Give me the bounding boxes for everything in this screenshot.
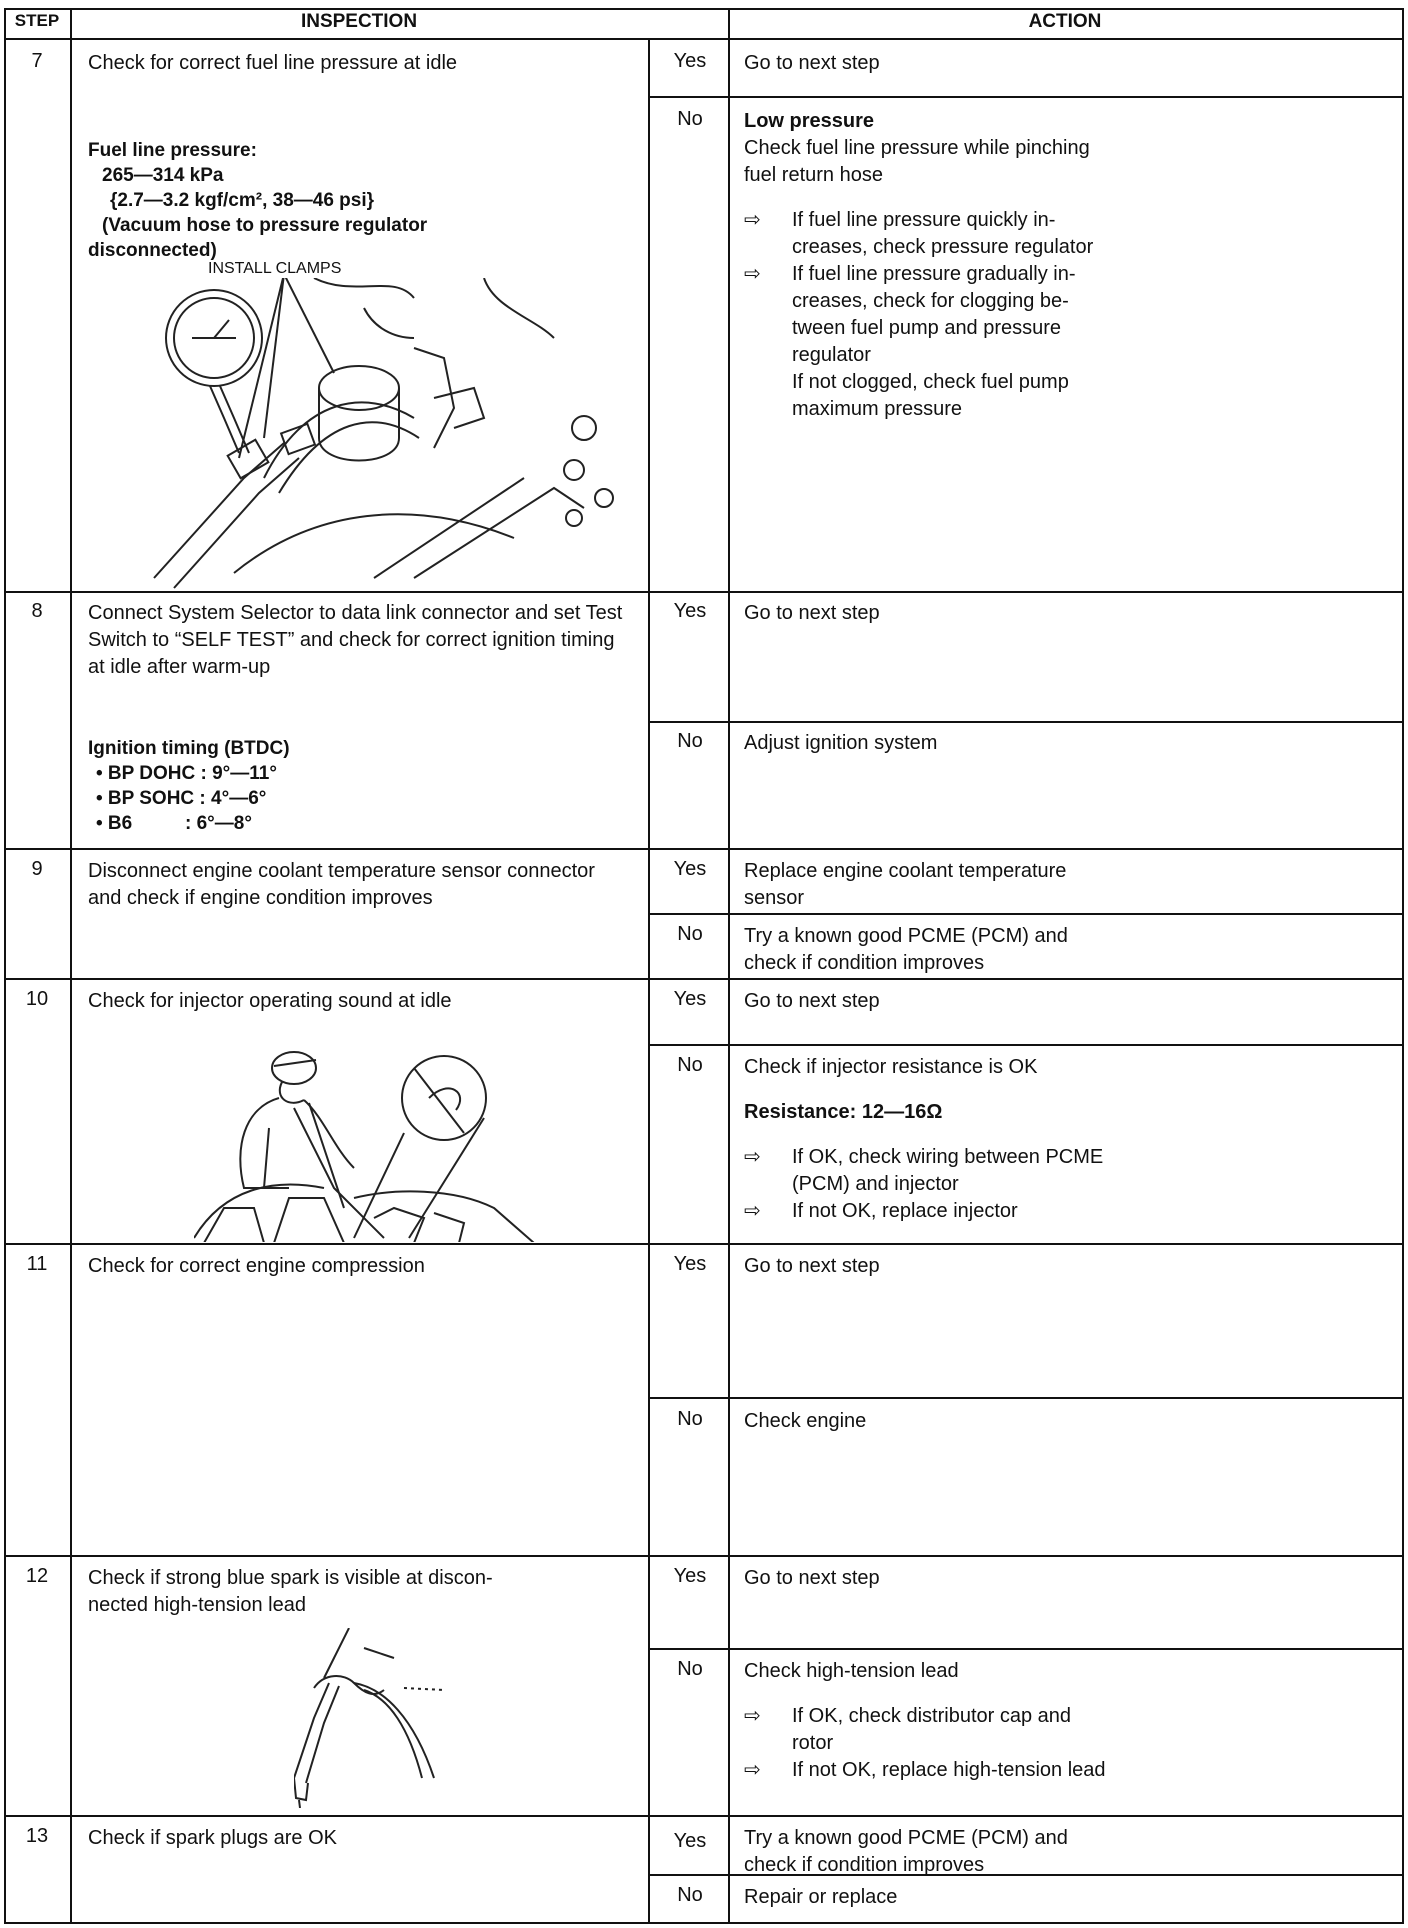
column-header-inspection: INSPECTION (300, 11, 418, 32)
yes-action: Try a known good PCME (PCM) and check if condition improves (744, 1827, 1068, 1876)
yes-action: Go to next step (744, 1255, 880, 1277)
arrow-right-icon: ⇨ (744, 1705, 761, 1727)
no-action-title: Low pressure (744, 110, 875, 132)
bullet-item: ⇨ If fuel line pressure quickly in- creases, check pressure regulator (744, 209, 1094, 258)
yes-label: Yes (673, 1830, 707, 1852)
spec-line: (Vacuum hose to pressure regulator (102, 215, 428, 236)
arrow-right-icon: ⇨ (744, 1759, 761, 1781)
step-number: 13 (25, 1825, 49, 1847)
no-action: Adjust ignition system (744, 732, 938, 754)
resistance-spec: Resistance: 12—16Ω (744, 1101, 943, 1123)
arrow-right-icon: ⇨ (744, 1200, 761, 1222)
spec-line: 265—314 kPa (102, 165, 224, 186)
no-action: Check engine (744, 1410, 867, 1432)
column-header-step: STEP (14, 11, 60, 30)
step-number: 9 (31, 858, 43, 880)
yes-action: Go to next step (744, 990, 880, 1012)
bullet-item: ⇨ If OK, check wiring between PCME (PCM) and injector (744, 1146, 1104, 1195)
yes-label: Yes (673, 1565, 707, 1587)
no-action: Repair or replace (744, 1886, 898, 1908)
inspection-table (4, 8, 1406, 1924)
step-number: 11 (26, 1253, 48, 1275)
spec-line: • BP DOHC : 9°—11° (96, 763, 277, 784)
no-label: No (677, 1658, 703, 1680)
bullet-item: ⇨ If OK, check distributor cap and rotor (744, 1705, 1072, 1754)
yes-label: Yes (673, 988, 707, 1010)
inspection-text: Check if spark plugs are OK (88, 1827, 337, 1849)
bullet-item: ⇨ If not OK, replace injector (744, 1198, 1384, 1225)
step-number: 12 (25, 1565, 49, 1587)
no-action-line: Check if injector resistance is OK (744, 1056, 1038, 1078)
spec-block (88, 138, 648, 263)
arrow-right-icon: ⇨ (744, 263, 761, 285)
step-number: 7 (31, 50, 43, 72)
inspection-text: Check for correct engine compression (88, 1255, 425, 1277)
arrow-right-icon: ⇨ (744, 1146, 761, 1168)
fuel-pressure-gauge-illustration (114, 278, 634, 590)
no-label: No (677, 1884, 703, 1906)
no-action (744, 1658, 1384, 1784)
spec-line: • B6 : 6°—8° (96, 813, 252, 834)
yes-action: Go to next step (744, 52, 880, 74)
no-action-line: Check fuel line pressure while pinching (744, 137, 1090, 159)
no-label: No (677, 1408, 703, 1430)
yes-action: Go to next step (744, 1567, 880, 1589)
step-number: 10 (25, 988, 49, 1010)
step-number: 8 (31, 600, 43, 622)
inspection-text: Check if strong blue spark is visible at discon- nected high-tension lead (88, 1567, 493, 1616)
spec-line: disconnected) (88, 240, 217, 261)
spec-title: Ignition timing (BTDC) (88, 738, 290, 759)
no-action-line: fuel return hose (744, 164, 883, 186)
yes-action: Go to next step (744, 602, 880, 624)
yes-label: Yes (673, 1253, 707, 1275)
injector-sound-illustration (194, 1038, 554, 1242)
no-label: No (677, 730, 703, 752)
no-action-line: Check high-tension lead (744, 1660, 959, 1682)
bullet-item: ⇨ If fuel line pressure gradually in- creases, check for clogging be- tween fuel pump and pressure regulator If not clogged, check fuel pump maximum pressure (744, 263, 1076, 420)
yes-label: Yes (673, 858, 707, 880)
high-tension-lead-illustration (294, 1628, 474, 1808)
no-action: Try a known good PCME (PCM) and check if condition improves (744, 925, 1068, 974)
yes-label: Yes (673, 600, 707, 622)
bullet-item: ⇨ If not OK, replace high-tension lead (744, 1757, 1384, 1784)
arrow-right-icon: ⇨ (744, 209, 761, 231)
column-header-action: ACTION (1028, 11, 1102, 32)
no-label: No (677, 923, 703, 945)
no-action (744, 1054, 1384, 1225)
spec-block (88, 736, 648, 836)
yes-action: Replace engine coolant temperature sensor (744, 860, 1067, 909)
no-label: No (677, 108, 703, 130)
inspection-text: Connect System Selector to data link connector and set Test Switch to “SELF TEST” and check for correct ignition timing at idle after warm-up (88, 602, 623, 678)
inspection-text: Check for correct fuel line pressure at idle (88, 52, 458, 74)
spec-line: {2.7—3.2 kgf/cm², 38—46 psi} (110, 190, 375, 211)
figure-label: INSTALL CLAMPS (208, 260, 342, 277)
spec-line: • BP SOHC : 4°—6° (96, 788, 267, 809)
spec-title: Fuel line pressure: (88, 140, 257, 161)
no-label: No (677, 1054, 703, 1076)
no-action (744, 108, 1384, 423)
yes-label: Yes (673, 50, 707, 72)
inspection-text: Check for injector operating sound at idle (88, 990, 452, 1012)
inspection-text: Disconnect engine coolant temperature sensor connector and check if engine condition improves (88, 860, 595, 909)
